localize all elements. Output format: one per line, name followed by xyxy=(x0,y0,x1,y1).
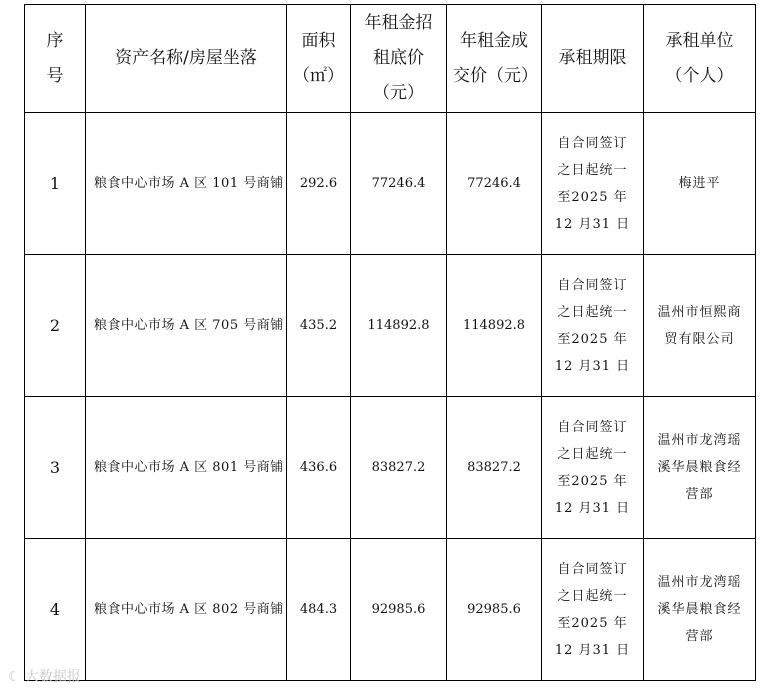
row-period: 自合同签订之日起统一至2025 年 12 月31 日 xyxy=(542,539,644,681)
row-asset: 粮食中心市场 A 区 802 号商铺 xyxy=(86,539,287,681)
table-row xyxy=(25,255,756,397)
row-area: 484.3 xyxy=(287,539,351,681)
header-row xyxy=(25,5,756,113)
watermark-logo-icon: ☾ xyxy=(8,669,21,685)
row-lessee: 温州市龙湾瑶溪华晨粮食经营部 xyxy=(644,539,756,681)
watermark-text: 大数据报 xyxy=(25,669,82,685)
lease-table xyxy=(24,4,756,681)
row-area: 435.2 xyxy=(287,255,351,397)
header-period: 承租期限 xyxy=(542,5,644,113)
row-period: 自合同签订之日起统一至2025 年 12 月31 日 xyxy=(542,113,644,255)
table-row xyxy=(25,397,756,539)
row-lessee: 温州市龙湾瑶溪华晨粮食经营部 xyxy=(644,397,756,539)
row-asset: 粮食中心市场 A 区 801 号商铺 xyxy=(86,397,287,539)
header-base-price: 年租金招租底价（元） xyxy=(351,5,447,113)
watermark xyxy=(8,666,81,686)
row-asset: 粮食中心市场 A 区 705 号商铺 xyxy=(86,255,287,397)
row-lessee: 梅进平 xyxy=(644,113,756,255)
header-seq: 序号 xyxy=(25,5,86,113)
header-asset: 资产名称/房屋坐落 xyxy=(86,5,287,113)
row-deal-price: 114892.8 xyxy=(447,255,542,397)
row-area: 292.6 xyxy=(287,113,351,255)
row-seq: 4 xyxy=(25,539,86,681)
row-deal-price: 77246.4 xyxy=(447,113,542,255)
row-area: 436.6 xyxy=(287,397,351,539)
row-asset: 粮食中心市场 A 区 101 号商铺 xyxy=(86,113,287,255)
row-period: 自合同签订之日起统一至2025 年 12 月31 日 xyxy=(542,397,644,539)
row-deal-price: 92985.6 xyxy=(447,539,542,681)
table-row xyxy=(25,113,756,255)
row-base-price: 114892.8 xyxy=(351,255,447,397)
header-lessee: 承租单位（个人） xyxy=(644,5,756,113)
row-seq: 2 xyxy=(25,255,86,397)
row-base-price: 83827.2 xyxy=(351,397,447,539)
row-seq: 3 xyxy=(25,397,86,539)
row-deal-price: 83827.2 xyxy=(447,397,542,539)
header-area: 面积（㎡） xyxy=(287,5,351,113)
row-period: 自合同签订之日起统一至2025 年 12 月31 日 xyxy=(542,255,644,397)
row-lessee: 温州市恒熙商贸有限公司 xyxy=(644,255,756,397)
table-row xyxy=(25,539,756,681)
header-deal-price: 年租金成交价（元） xyxy=(447,5,542,113)
row-seq: 1 xyxy=(25,113,86,255)
row-base-price: 92985.6 xyxy=(351,539,447,681)
row-base-price: 77246.4 xyxy=(351,113,447,255)
